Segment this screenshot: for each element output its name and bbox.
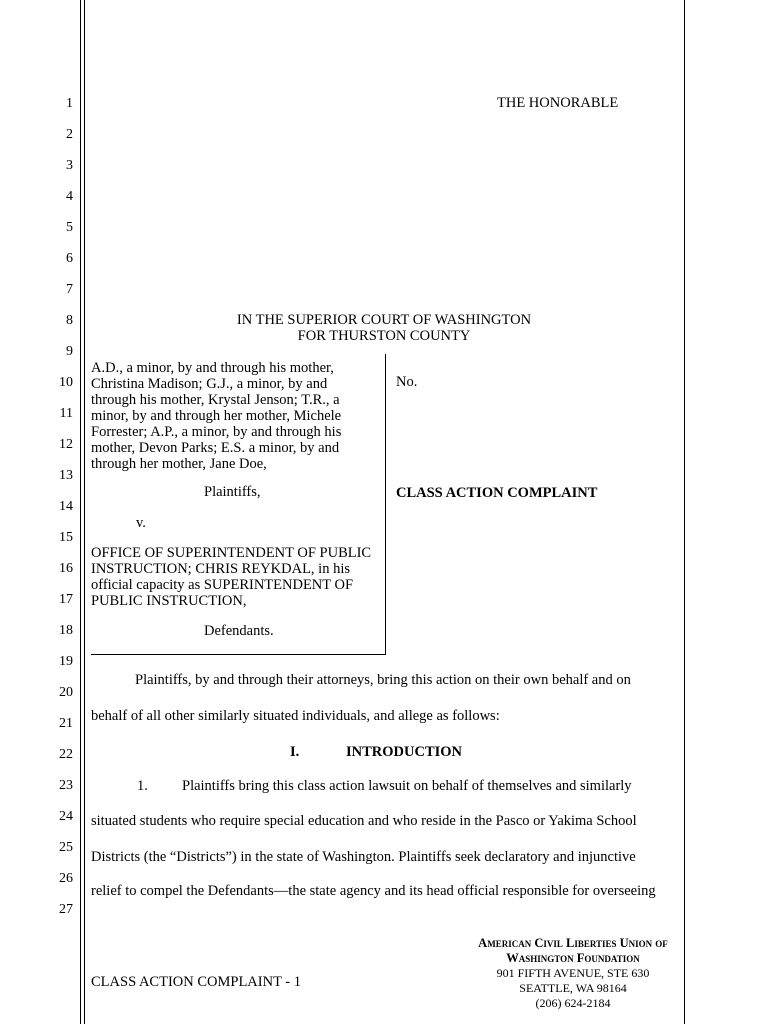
intro-paragraph-line: Plaintiffs, by and through their attorneys, bring this action on their own behalf and on (135, 672, 631, 688)
line-number: 15 (59, 530, 73, 545)
paragraph-line: relief to compel the Defendants—the state agency and its head official responsible for overseeing (91, 883, 656, 899)
document-title: CLASS ACTION COMPLAINT (396, 485, 598, 501)
caption-vertical-rule (385, 354, 386, 654)
firm-phone: (206) 624-2184 (535, 996, 611, 1010)
footer-page-label: CLASS ACTION COMPLAINT - 1 (91, 974, 302, 990)
line-number: 10 (59, 375, 73, 390)
line-number: 22 (59, 747, 73, 762)
firm-name-line-2: Washington Foundation (506, 951, 640, 965)
line-number: 1 (66, 96, 73, 111)
line-number: 14 (59, 499, 73, 514)
line-number: 8 (66, 313, 73, 328)
line-number: 13 (59, 468, 73, 483)
line-number: 3 (66, 158, 73, 173)
caption-parties (91, 360, 385, 472)
line-number: 6 (66, 251, 73, 266)
line-number-column (0, 0, 80, 1024)
court-name-line-2: FOR THURSTON COUNTY (297, 328, 471, 344)
right-margin-rule (684, 0, 685, 1024)
defendants-line: official capacity as SUPERINTENDENT OF (91, 577, 354, 593)
line-number: 12 (59, 437, 73, 452)
firm-name-line-1: American Civil Liberties Union of (478, 936, 668, 950)
plaintiffs-line: through her mother, Jane Doe, (91, 456, 267, 472)
intro-paragraph-line: behalf of all other similarly situated individuals, and allege as follows: (91, 708, 500, 724)
paragraph-line: situated students who require special education and who reside in the Pasco or Yakima School (91, 813, 637, 829)
defendants-line: OFFICE OF SUPERINTENDENT OF PUBLIC (91, 545, 372, 561)
case-number-label: No. (396, 374, 418, 390)
line-number: 23 (59, 778, 73, 793)
versus-label: v. (136, 515, 146, 531)
line-number: 7 (66, 282, 73, 297)
line-number: 11 (59, 406, 73, 421)
defendants-label: Defendants. (204, 623, 274, 639)
paragraph-line: Districts (the “Districts”) in the state of Washington. Plaintiffs seek declaratory and injunctive (91, 849, 636, 865)
line-number: 19 (59, 654, 73, 669)
firm-address-line-1: 901 FIFTH AVENUE, STE 630 (496, 966, 650, 980)
plaintiffs-line: mother, Devon Parks; E.S. a minor, by and (91, 440, 340, 456)
section-number: I. (290, 744, 300, 760)
footer-firm-block (458, 936, 688, 1011)
plaintiffs-label: Plaintiffs, (204, 484, 261, 500)
plaintiffs-line: A.D., a minor, by and through his mother, (91, 360, 334, 376)
line-number: 9 (66, 344, 73, 359)
line-number: 16 (59, 561, 73, 576)
paragraph-line: Plaintiffs bring this class action lawsuit on behalf of themselves and similarly (182, 778, 632, 794)
defendants-line: PUBLIC INSTRUCTION, (91, 593, 247, 609)
left-margin-rule-inner (84, 0, 85, 1024)
plaintiffs-line: Christina Madison; G.J., a minor, by and (91, 376, 328, 392)
section-title: INTRODUCTION (346, 744, 463, 760)
line-number: 20 (59, 685, 73, 700)
paragraph-number: 1. (137, 778, 148, 794)
judge-line: THE HONORABLE (497, 95, 619, 111)
line-number: 24 (59, 809, 73, 824)
firm-address-line-2: SEATTLE, WA 98164 (519, 981, 627, 995)
line-number: 17 (59, 592, 73, 607)
court-name-line-1: IN THE SUPERIOR COURT OF WASHINGTON (236, 312, 532, 328)
line-number: 25 (59, 840, 73, 855)
line-number: 26 (59, 871, 73, 886)
plaintiffs-line: through his mother, Krystal Jenson; T.R., a (91, 392, 340, 408)
plaintiffs-line: minor, by and through her mother, Michele (91, 408, 342, 424)
line-number: 5 (66, 220, 73, 235)
plaintiffs-line: Forrester; A.P., a minor, by and through his (91, 424, 342, 440)
left-margin-rule-outer (80, 0, 81, 1024)
line-number: 4 (66, 189, 73, 204)
line-number: 21 (59, 716, 73, 731)
line-number: 2 (66, 127, 73, 142)
line-number: 18 (59, 623, 73, 638)
line-number: 27 (59, 902, 73, 917)
defendants-line: INSTRUCTION; CHRIS REYKDAL, in his (91, 561, 350, 577)
caption-bottom-rule (91, 654, 386, 655)
